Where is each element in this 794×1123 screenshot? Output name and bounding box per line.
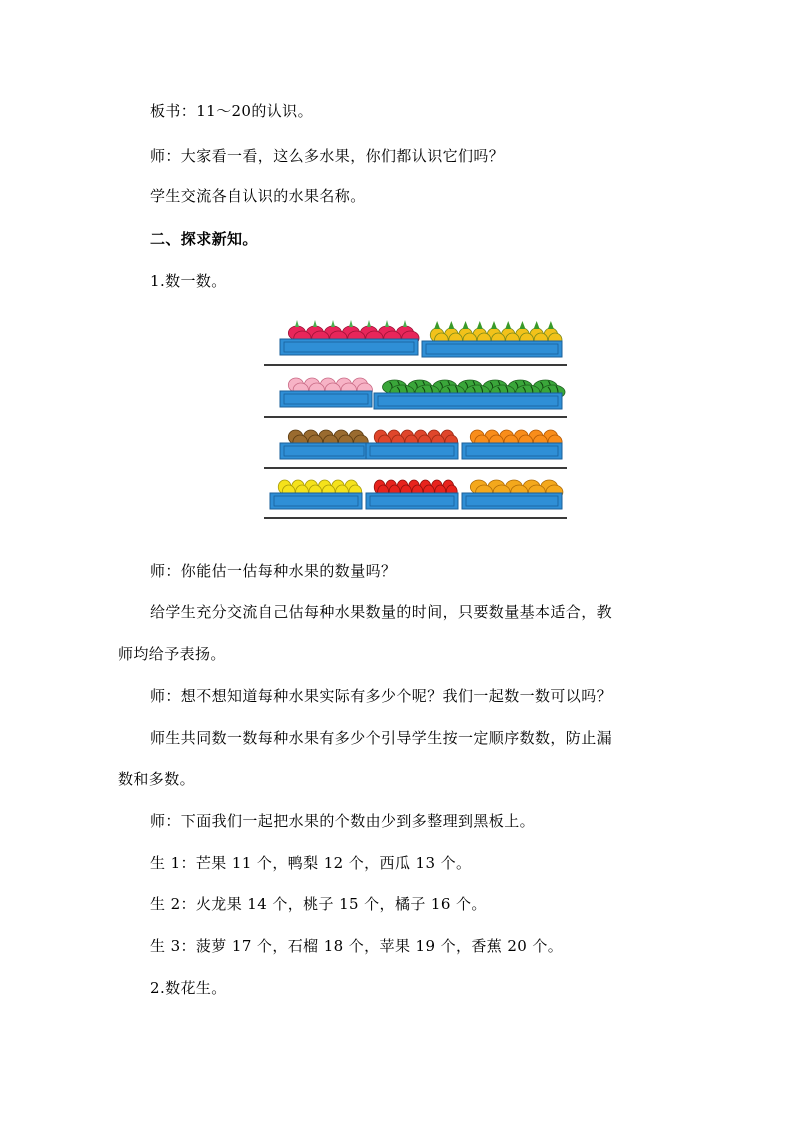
fruit-crate-orange (462, 430, 562, 459)
crate-front-panel (270, 493, 362, 509)
fruit-crate-mango (462, 480, 563, 509)
dragonfruit-leaf (331, 320, 335, 327)
paragraph-student-1: 生 1：芒果 11 个，鸭梨 12 个，西瓜 13 个。 (150, 854, 472, 872)
crate-front-panel (462, 443, 562, 459)
paragraph-exchange-estimate-2: 师均给予表扬。 (118, 645, 226, 663)
paragraph-board-title: 板书：11～20的认识。 (150, 102, 313, 120)
fruit-crate-watermelon (374, 380, 565, 409)
paragraph-teacher-actual: 师：想不想知道每种水果实际有多少个呢？我们一起数一数可以吗？ (150, 687, 613, 705)
crate-front-panel (366, 443, 458, 459)
pineapple-leaf (477, 321, 483, 329)
crate-front-panel (462, 493, 562, 509)
pineapple-leaf (519, 321, 525, 329)
fruit-crate-dragonfruit (280, 320, 419, 355)
fruit-crate-apple (366, 480, 458, 509)
crate-front-panel (422, 341, 562, 357)
crate-front-panel (280, 391, 372, 407)
paragraph-teacher-question-1: 师：大家看一看，这么多水果，你们都认识它们吗？ (150, 147, 505, 165)
dragonfruit-leaf (313, 320, 317, 327)
fruit-crate-kiwi (280, 430, 368, 459)
crate-front-panel (280, 443, 368, 459)
fruit-crate-pomegranate (366, 430, 458, 459)
fruit-crate-pear (270, 480, 362, 509)
fruit-crate-pineapple (422, 321, 562, 357)
crate-front-panel (280, 339, 418, 355)
fruit-crate-peach (280, 378, 372, 407)
paragraph-exchange-estimate-1: 给学生充分交流自己估每种水果数量的时间，只要数量基本适合，教 (150, 603, 613, 621)
dragonfruit-leaf (349, 320, 353, 327)
dragonfruit-leaf (403, 320, 407, 327)
paragraph-teacher-organize: 师：下面我们一起把水果的个数由少到多整理到黑板上。 (150, 812, 536, 830)
subheading-count-peanuts: 2.数花生。 (150, 979, 227, 997)
subheading-count: 1.数一数。 (150, 272, 227, 290)
dragonfruit-leaf (385, 320, 389, 327)
crate-front-panel (366, 493, 458, 509)
pineapple-leaf (463, 321, 469, 329)
crate-front-panel (374, 393, 562, 409)
pineapple-leaf (434, 321, 440, 329)
pineapple-leaf (548, 321, 554, 329)
dragonfruit-leaf (367, 320, 371, 327)
paragraph-student-3: 生 3：菠萝 17 个，石榴 18 个，苹果 19 个，香蕉 20 个。 (150, 937, 564, 955)
dragonfruit-leaf (295, 320, 299, 327)
pineapple-leaf (505, 321, 511, 329)
pineapple-leaf (491, 321, 497, 329)
pineapple-leaf (448, 321, 454, 329)
section-heading-new-knowledge: 二、探求新知。 (150, 230, 258, 248)
fruit-shelf-illustration (262, 313, 569, 524)
paragraph-student-2: 生 2：火龙果 14 个，桃子 15 个，橘子 16 个。 (150, 895, 487, 913)
paragraph-teacher-estimate: 师：你能估一估每种水果的数量吗？ (150, 562, 397, 580)
paragraph-student-exchange: 学生交流各自认识的水果名称。 (150, 187, 366, 205)
paragraph-count-together-2: 数和多数。 (118, 770, 196, 788)
paragraph-count-together-1: 师生共同数一数每种水果有多少个引导学生按一定顺序数数，防止漏 (150, 729, 613, 747)
pineapple-leaf (534, 321, 540, 329)
